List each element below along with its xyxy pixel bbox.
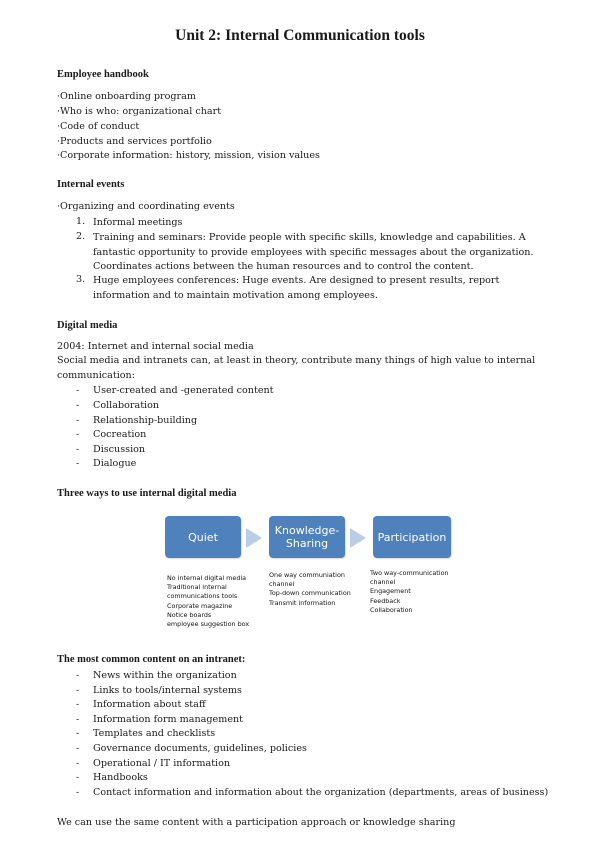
digital-item: Discussion	[93, 444, 146, 455]
handbook-item: ·Online onboarding program	[57, 91, 196, 102]
list-dash: -	[76, 714, 80, 725]
events-number: 3.	[76, 274, 86, 285]
participation-notes	[370, 569, 449, 615]
list-dash: -	[76, 670, 80, 681]
sharing-notes	[269, 571, 351, 608]
sharing-note: Transmit information	[269, 598, 336, 607]
list-dash: -	[76, 415, 80, 426]
events-number: 2.	[76, 231, 86, 242]
knowledge-sharing-label-line2: Sharing	[285, 537, 329, 550]
handbook-item: ·Who is who: organizational chart	[57, 106, 222, 117]
quiet-note: No internal digital media	[167, 574, 247, 582]
list-dash: -	[76, 444, 80, 455]
handbook-item: ·Products and services portfolio	[57, 136, 212, 147]
three-ways-heading: Three ways to use internal digital media	[57, 488, 237, 499]
sharing-note: One way communiation	[269, 571, 345, 579]
events-number: 1.	[76, 216, 86, 227]
digital-item: User-created and -generated content	[93, 385, 274, 396]
list-dash: -	[76, 458, 80, 469]
digital-item: Cocreation	[93, 429, 147, 440]
events-heading: Internal events	[57, 179, 125, 190]
events-item: Huge employees conferences: Huge events. Are designed to present results, report information and to maintain motivation among employees.	[93, 275, 500, 301]
quiet-note: Notice boards	[167, 610, 212, 619]
knowledge-sharing-box	[269, 516, 345, 558]
participation-note: Engagement	[370, 587, 411, 596]
quiet-note: Traditional internal	[167, 583, 227, 592]
list-dash: -	[76, 772, 80, 783]
quiet-box-label: Quiet	[188, 530, 218, 544]
handbook-heading: Employee handbook	[57, 69, 149, 80]
closing-sentence: We can use the same content with a participation approach or knowledge sharing	[57, 817, 456, 828]
digital-paragraph: Social media and intranets can, at least in theory, contribute many things of high value to internal	[57, 355, 536, 366]
knowledge-sharing-label-line1: Knowledge-	[274, 524, 340, 537]
events-item: Informal meetings	[93, 217, 183, 228]
right-arrow-icon	[246, 528, 262, 548]
intranet-item: Handbooks	[93, 772, 148, 783]
list-dash: -	[76, 758, 80, 769]
digital-year-line: 2004: Internet and internal social media	[57, 341, 254, 352]
intranet-heading: The most common content on an intranet:	[57, 654, 246, 665]
quiet-note: communications tools	[167, 592, 238, 601]
events-item: Training and seminars: Provide people with specific skills, knowledge and capabilities. A fantastic opportunity to provide employees with specific messages about the organization. Coordinates actions between the human resources and to control the content.	[93, 232, 534, 273]
participation-note: channel	[370, 578, 396, 587]
sharing-note: channel	[269, 580, 295, 589]
intranet-item: News within the organization	[93, 670, 237, 681]
digital-item: Dialogue	[93, 458, 137, 469]
list-dash: -	[76, 743, 80, 754]
intranet-item: Links to tools/internal systems	[93, 685, 242, 696]
intranet-item: Templates and checklists	[93, 728, 216, 739]
digital-paragraph: communication:	[57, 370, 135, 381]
page-title: Unit 2: Internal Communication tools	[175, 27, 425, 44]
handbook-item: ·Corporate information: history, mission, vision values	[57, 150, 320, 161]
list-dash: -	[76, 699, 80, 710]
participation-note: Two way-communication	[370, 569, 449, 577]
intranet-item: Governance documents, guidelines, policies	[93, 743, 307, 754]
handbook-item: ·Code of conduct	[57, 121, 140, 132]
quiet-box	[165, 516, 241, 558]
list-dash: -	[76, 400, 80, 411]
participation-note: Collaboration	[370, 605, 413, 614]
participation-box	[373, 516, 451, 558]
digital-item: Relationship-building	[93, 415, 198, 426]
intranet-item: Information form management	[93, 714, 244, 725]
list-dash: -	[76, 385, 80, 396]
list-dash: -	[76, 787, 80, 798]
sharing-note: Top-down communication	[269, 589, 351, 598]
participation-box-label: Participation	[377, 530, 447, 544]
digital-heading: Digital media	[57, 320, 118, 331]
events-intro: ·Organizing and coordinating events	[57, 201, 235, 212]
intranet-item: Contact information and information about the organization (departments, areas of business)	[93, 787, 549, 798]
participation-note: Feedback	[370, 596, 401, 605]
quiet-note: Corporate magazine	[167, 601, 233, 610]
list-dash: -	[76, 685, 80, 696]
quiet-notes	[167, 574, 249, 629]
digital-item: Collaboration	[93, 400, 160, 411]
list-dash: -	[76, 429, 80, 440]
intranet-item: Operational / IT information	[93, 758, 231, 769]
intranet-item: Information about staff	[93, 699, 206, 710]
quiet-note: employee suggestion box	[167, 620, 250, 629]
right-arrow-icon	[350, 528, 366, 548]
list-dash: -	[76, 728, 80, 739]
